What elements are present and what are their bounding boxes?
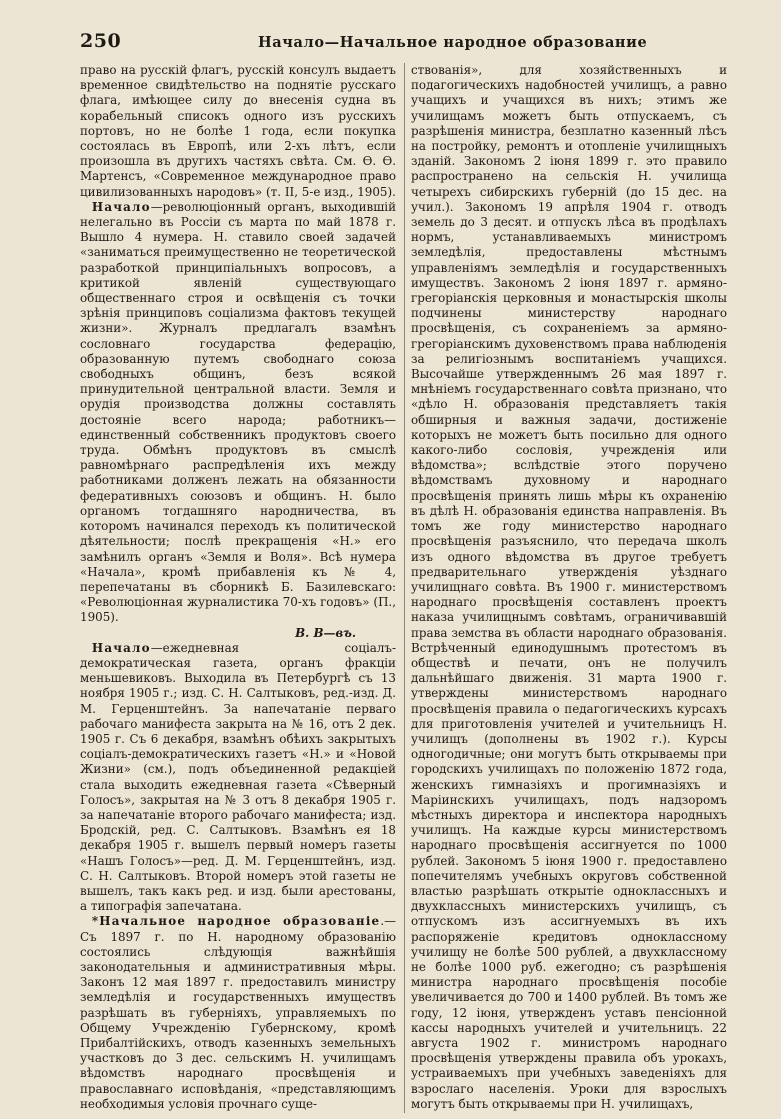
author-signature: В. В—въ. xyxy=(295,625,356,640)
entry-headword: *Начальное народное образованіе xyxy=(91,914,381,929)
entry-paragraph xyxy=(80,63,396,200)
entry-nachalo-newspaper xyxy=(80,641,396,915)
page-number: 250 xyxy=(80,30,122,52)
entry-headword: Начало xyxy=(91,640,151,655)
paragraph-text: ствованія», для хозяйственныхъ и подагогическихъ надобностей училищъ, а равно учащихъ и учащихся въ нихъ; этимъ же училищамъ можетъ быть отпускаемъ, съ разрѣшенія министра, безплатно казенный лѣсъ на постройку, ремонтъ и отопленіе училищныхъ зданій. Закономъ 2 іюня 1899 г. это правило распространено на сельскія Н. училища четырехъ сибирскихъ губерній (до 15 дес. на учил.). Закономъ 19 апрѣля 1904 г. отводъ земель до 3 десят. и отпускъ лѣса въ продѣлахъ нормъ, устанавливаемыхъ министромъ земледѣлія, предоставлены мѣстнымъ управленіямъ земледѣлія и государственныхъ имуществъ. Закономъ 2 іюня 1897 г. армяно-грегоріанскія церковныя и монастырскія школы подчинены министерству народнаго просвѣщенія, съ сохраненіемъ за армяно-грегоріанскимъ духовенствомъ права наблюденія за религіознымъ воспитаніемъ учащихся. Высочайше утвержденнымъ 26 мая 1897 г. мнѣніемъ государственнаго совѣта признано, что «дѣло Н. образованія представляетъ такія обширныя и важныя задачи, достиженіе которыхъ не можетъ быть посильно для одного какого-либо сословія, учрежденія или вѣдомства»; вслѣдствіе этого поручено вѣдомствамъ духовному и народнаго просвѣщенія принять лишь мѣры къ охраненію въ дѣлѣ Н. образованія единства направленія. Въ томъ же году министерство народнаго просвѣщенія разъяснило, что передача школъ изъ одного вѣдомства въ другое требуетъ предварительнаго утвержденія уѣзднаго училищнаго совѣта. Въ 1900 г. министерствомъ народнаго просвѣщенія составленъ проектъ наказа училищнымъ совѣтамъ, ограничивавшій права земства въ области народнаго образованія. Встрѣченный единодушнымъ протестомъ въ обществѣ и печати, онъ не получилъ дальнѣйшаго движенія. 31 марта 1900 г. утверждены министерствомъ народнаго просвѣщенія правила о педагогическихъ курсахъ для приготовленія учителей и учительницъ Н. училищъ (дополнены въ 1902 г.). Курсы одногодичные; они могутъ быть открываемы при городскихъ училищахъ по положенію 1872 года, женскихъ гимназіяхъ и прогимназіяхъ и Маріинскихъ училищахъ, подъ надзоромъ мѣстныхъ директора и инспектора народныхъ училищъ. На каждые курсы министерствомъ народнаго просвѣщенія ассигнуется по 1000 рублей. Закономъ 5 іюня 1900 г. предоставлено попечителямъ учебныхъ округовъ собственной властью разрѣшать открытіе одноклассныхъ и двухклассныхъ министерскихъ училищъ, съ отпускомъ изъ ассигнуемыхъ въ ихъ распоряженіе кредитовъ одноклассному училищу не болѣе 500 рублей, а двухклассному не болѣе 1000 руб. ежегодно; съ разрѣшенія министра народнаго просвѣщенія пособіе увеличивается до 700 и 1400 рублей. Въ томъ же году, 12 іюня, утвержденъ уставъ пенсіонной кассы народныхъ учителей и учительницъ. 22 августа 1902 г. министромъ народнаго просвѣщенія утверждены правила объ урокахъ, устраиваемыхъ при учебныхъ заведеніяхъ для взрослаго населенія. Уроки для взрослыхъ могутъ быть открываемы при Н. училищахъ, xyxy=(411,63,727,1111)
entry-text: —ежедневная соціалъ-демократическая газета, органъ фракціи меньшевиковъ. Выходила въ Петербургѣ съ 13 ноября 1905 г.; изд. С. Н. Салтыковъ, ред.-изд. Д. М. Герценштейнъ. За напечатаніе перваго рабочаго манифеста закрыта на № 16, отъ 2 дек. 1905 г. Съ 6 декабря, взамѣнъ обѣихъ закрытыхъ соціалъ-демократическихъ газетъ «Н.» и «Новой Жизни» (см.), подъ объединенной редакціей стала выходить ежедневная газета «Сѣверный Голосъ», закрытая на № 3 отъ 8 декабря 1905 г. за напечатаніе второго рабочаго манифеста; изд. Бродскій, ред. С. Салтыковъ. Взамѣнъ ея 18 декабря 1905 г. вышелъ первый номеръ газеты «Нашъ Голосъ»—ред. Д. М. Герценштейнъ, изд. С. Н. Салтыковъ. Второй номеръ этой газеты не вышелъ, такъ какъ ред. и изд. были арестованы, а типографія запечатана. xyxy=(80,640,396,914)
entry-nachalo-revolutionary xyxy=(80,200,396,626)
left-column xyxy=(80,63,396,1113)
entry-text: .—Съ 1897 г. по Н. народному образованію состоялись слѣдующія важнѣйшія законодательныя и административныя мѣры. Законъ 12 мая 1897 г. предоставилъ министру земледѣлія и государственныхъ имуществъ разрѣшать въ губерніяхъ, управляемыхъ по Общему Учрежденію Губернскому, кромѣ Прибалтійскихъ, отводъ казенныхъ земельныхъ участковъ до 3 дес. сельскимъ Н. училищамъ вѣдомствъ народнаго просвѣщенія и православнаго исповѣданія, «представляющимъ необходимыя условія прочнаго суще- xyxy=(80,914,396,1111)
entry-continuation xyxy=(411,63,727,1112)
entry-text: —революціонный органъ, выходившій нелегально въ Россіи съ марта по май 1878 г. Вышло 4 нумера. Н. ставило своей задачей «заниматься преимущественно не теоретической разработкой принципіальныхъ вопросовъ, а критикой явленій существующаго общественнаго строя и освѣщенія съ точки зрѣнія принциповъ соціализма фактовъ текущей жизни». Журналъ предлагалъ взамѣнъ сословнаго государства федерацію, образованную путемъ свободнаго союза свободныхъ общинъ, безъ всякой принудительной центральной власти. Земля и орудія производства должны составлять достояніе всего народа; работникъ—единственный собственникъ продуктовъ своего труда. Обмѣнъ продуктовъ въ смыслѣ равномѣрнаго распредѣленія ихъ между работниками долженъ лежать на обязанности федеративныхъ союзовъ и общинъ. Н. было органомъ тогдашняго народничества, въ которомъ начинался переходъ къ политической дѣятельности; послѣ прекращенія «Н.» его замѣнилъ органъ «Земля и Воля». Всѣ нумера «Начала», кромѣ прибавленія къ № 4, перепечатаны въ сборникѣ Б. Базилевскаго: «Революціонная журналистика 70-хъ годовъ» (П., 1905). xyxy=(80,199,396,625)
column-divider xyxy=(404,63,405,1113)
right-column xyxy=(411,63,727,1113)
entry-headword: Начало xyxy=(91,199,151,214)
running-head: Начало—Начальное народное образование xyxy=(258,34,648,51)
entry-elementary-education xyxy=(80,914,396,1112)
paragraph-text: право на русскій флагъ, русскій консулъ выдаетъ временное свидѣтельство на поднятіе русскаго флага, имѣющее силу до внесенія судна въ корабельный списокъ одного изъ русскихъ портовъ, но не болѣе 1 года, если покупка состоялась въ Европѣ, или 2-хъ лѣтъ, если произошла въ другихъ частяхъ свѣта. См. Ѳ. Ѳ. Мартенсъ, «Современное международное право цивилизованныхъ народовъ» (т. II, 5-е изд., 1905). xyxy=(80,63,396,199)
